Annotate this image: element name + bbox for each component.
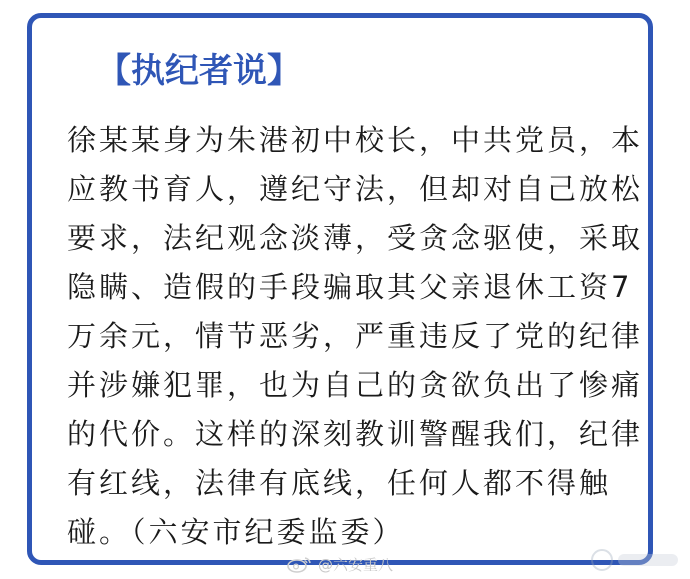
body-line: 的代价。这样的深刻教训警醒我们，纪律 [67, 417, 644, 451]
body-line: 应教书育人，遵纪守法，但却对自己放松 [67, 172, 644, 206]
body-line: 万余元，情节恶劣，严重违反了党的纪律 [67, 319, 644, 353]
statement-card [27, 13, 653, 565]
weibo-watermark [286, 552, 393, 576]
body-line: 徐某某身为朱港初中校长，中共党员，本 [67, 123, 644, 157]
body-line: 碰。（六安市纪委监委） [67, 515, 405, 549]
watermark-handle: @六安重八 [318, 555, 394, 574]
body-line: 并涉嫌犯罪，也为自己的贪欲负出了惨痛 [67, 368, 644, 402]
corner-watermark-icon [588, 540, 682, 576]
statement-body [67, 116, 644, 557]
body-line: 要求，法纪观念淡薄，受贪念驱使，采取 [67, 221, 644, 255]
body-line: 有红线，法律有底线，任何人都不得触 [67, 466, 612, 500]
weibo-logo-icon [286, 555, 312, 573]
body-line: 隐瞒、造假的手段骗取其父亲退休工资7 [67, 270, 633, 304]
card-title: 【执纪者说】 [97, 51, 301, 91]
